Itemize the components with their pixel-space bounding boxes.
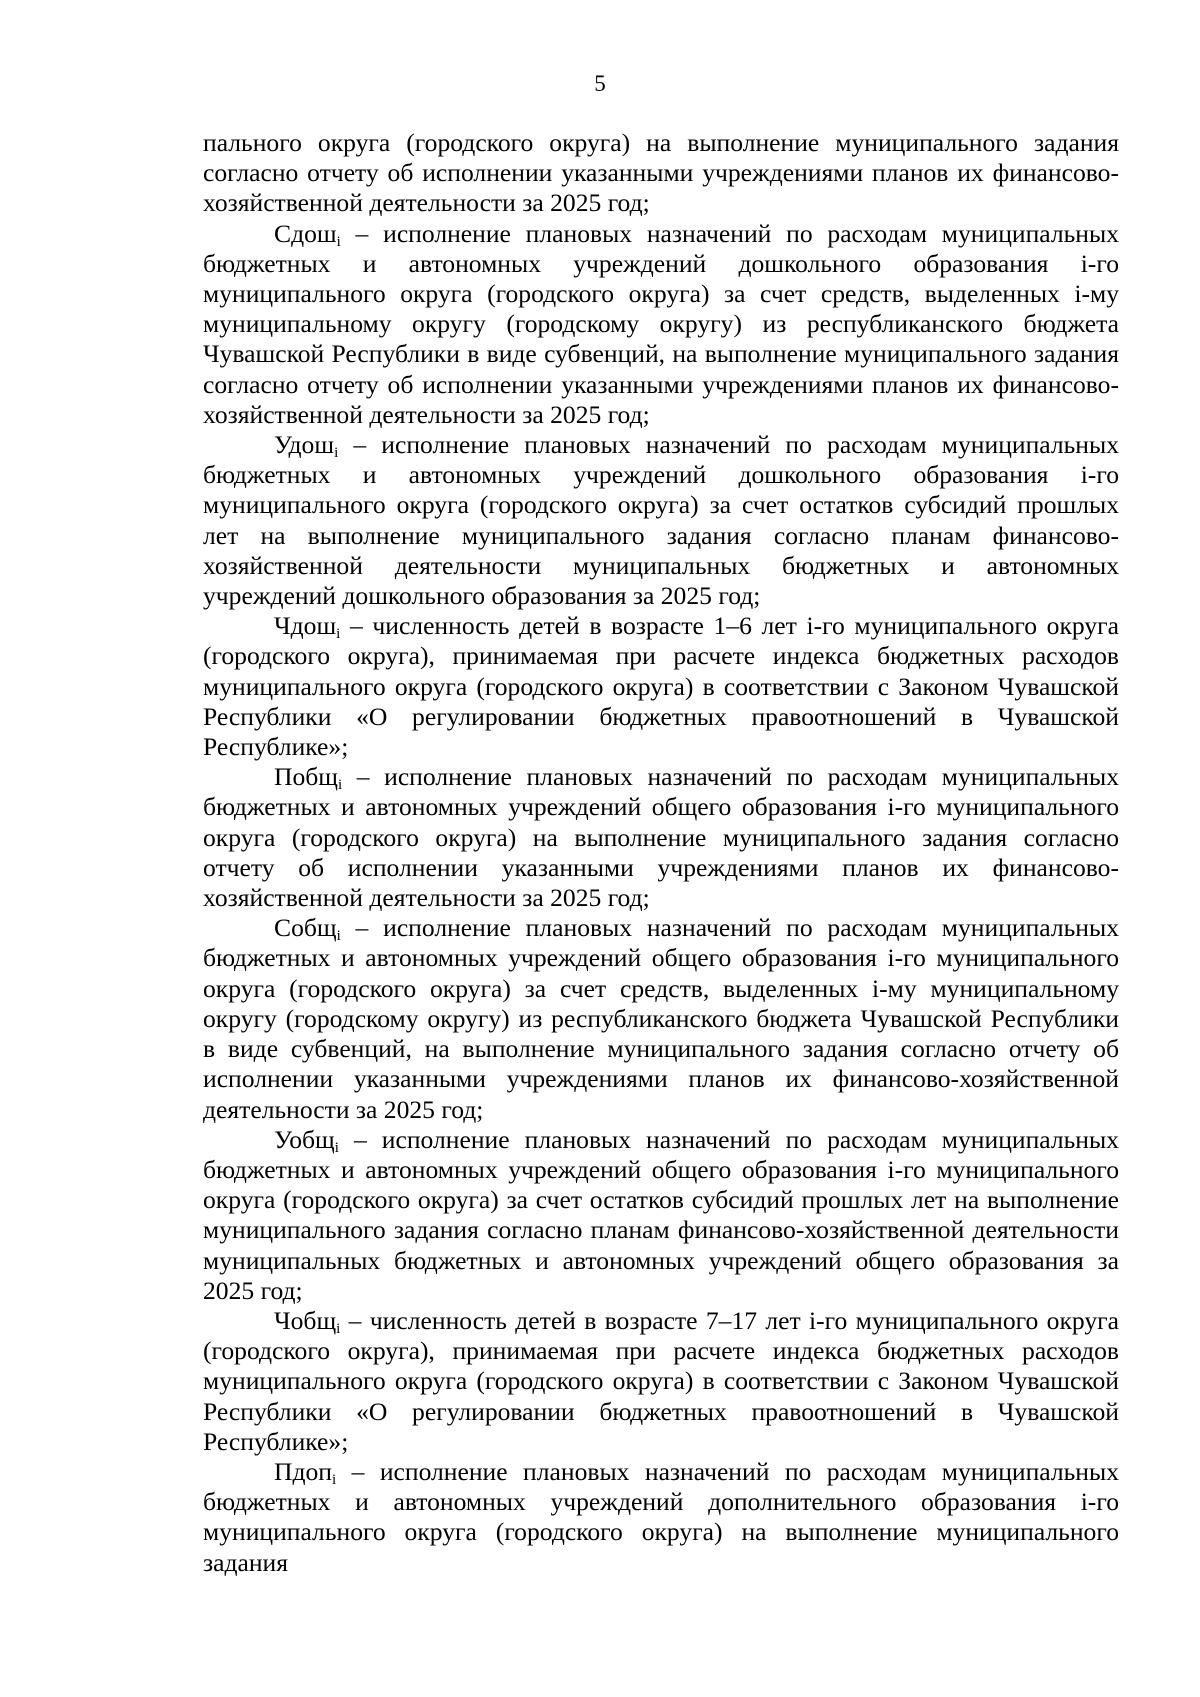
definition-text: – численность детей в возрасте 7–17 лет i-го муниципального округа (городского округа), принимаемая при расчете индекса бюджетных расходов муниципального округа (городского округа) в соответствии с Законом Чувашской Республики «О регулировании бюджетных правоотношений в Чувашской Республике»; bbox=[203, 1305, 1119, 1456]
definition-subscript: i bbox=[334, 1139, 339, 1156]
definition-subscript: i bbox=[338, 777, 343, 794]
continuation-paragraph: пального округа (городского округа) на выполнение муниципального задания согласно отчету об исполнении указанными учреждениями планов их финансово-хозяйственной деятельности за 2025 год; bbox=[203, 128, 1119, 218]
definition-symbol: Сдош bbox=[274, 218, 337, 248]
definition-text: – исполнение плановых назначений по расходам муниципальных бюджетных и автономных учреждений общего образования i-го муниципального округа (городского округа) за счет остатков субсидий прошлых лет на выполнение муниципального задания согласно планам финансово-хозяйственной деятельности муниципальных бюджетных и автономных учреждений общего образования за 2025 год; bbox=[203, 1124, 1119, 1305]
definition-symbol: Побщ bbox=[274, 762, 339, 792]
definition-paragraph bbox=[203, 430, 1119, 611]
definition-subscript: i bbox=[334, 445, 339, 462]
definition-subscript: i bbox=[336, 928, 341, 945]
definition-symbol: Пдоп bbox=[274, 1456, 332, 1486]
definition-symbol: Уобщ bbox=[274, 1124, 335, 1154]
definition-paragraph bbox=[203, 1125, 1119, 1306]
definition-paragraph bbox=[203, 611, 1119, 762]
definition-text: – численность детей в возрасте 1–6 лет i-го муниципального округа (городского округа), принимаемая при расчете индекса бюджетных расходов муниципального округа (городского округа) в соответствии с Законом Чувашской Республики «О регулировании бюджетных правоотношений в Чувашской Республике»; bbox=[203, 611, 1119, 762]
definition-text: – исполнение плановых назначений по расходам муниципальных бюджетных и автономных учреждений дополнительного образования i-го муниципального округа (городского округа) на выполнение муниципального задания bbox=[203, 1456, 1119, 1577]
definition-paragraph bbox=[203, 1306, 1119, 1457]
document-body bbox=[203, 128, 1119, 1578]
definition-symbol: Чобщ bbox=[274, 1305, 337, 1335]
definition-paragraph bbox=[203, 1457, 1119, 1578]
definition-text: – исполнение плановых назначений по расходам муниципальных бюджетных и автономных учреждений дошкольного образования i-го муниципального округа (городского округа) за счет остатков субсидий прошлых лет на выполнение муниципального задания согласно планам финансово-хозяйственной деятельности муниципальных бюджетных и автономных учреждений дошкольного образования за 2025 год; bbox=[203, 430, 1119, 611]
definition-subscript: i bbox=[336, 1320, 341, 1337]
definition-text: – исполнение плановых назначений по расходам муниципальных бюджетных и автономных учреждений дошкольного образования i-го муниципального округа (городского округа) за счет средств, выделенных i-му муниципальному округу (городскому округу) из республиканского бюджета Чувашской Республики в виде субвенций, на выполнение муниципального задания согласно отчету об исполнении указанными учреждениями планов их финансово-хозяйственной деятельности за 2025 год; bbox=[203, 218, 1119, 429]
definition-symbol: Чдош bbox=[274, 611, 337, 641]
definition-paragraph bbox=[203, 762, 1119, 913]
definition-subscript: i bbox=[332, 1471, 337, 1488]
definition-paragraph bbox=[203, 219, 1119, 430]
definition-text: – исполнение плановых назначений по расходам муниципальных бюджетных и автономных учреждений общего образования i-го муниципального округа (городского округа) на выполнение муниципального задания согласно отчету об исполнении указанными учреждениями планов их финансово-хозяйственной деятельности за 2025 год; bbox=[203, 762, 1119, 913]
definition-subscript: i bbox=[336, 233, 341, 250]
definition-subscript: i bbox=[336, 626, 341, 643]
page-number: 5 bbox=[594, 71, 606, 96]
definition-text: – исполнение плановых назначений по расходам муниципальных бюджетных и автономных учреждений общего образования i-го муниципального округа (городского округа) за счет средств, выделенных i-му муниципальному округу (городскому округу) из республиканского бюджета Чувашской Республики в виде субвенций, на выполнение муниципального задания согласно отчету об исполнении указанными учреждениями планов их финансово-хозяйственной деятельности за 2025 год; bbox=[203, 913, 1119, 1124]
definition-paragraph bbox=[203, 913, 1119, 1124]
definition-symbol: Собщ bbox=[274, 913, 337, 943]
definition-symbol: Удош bbox=[274, 430, 335, 460]
